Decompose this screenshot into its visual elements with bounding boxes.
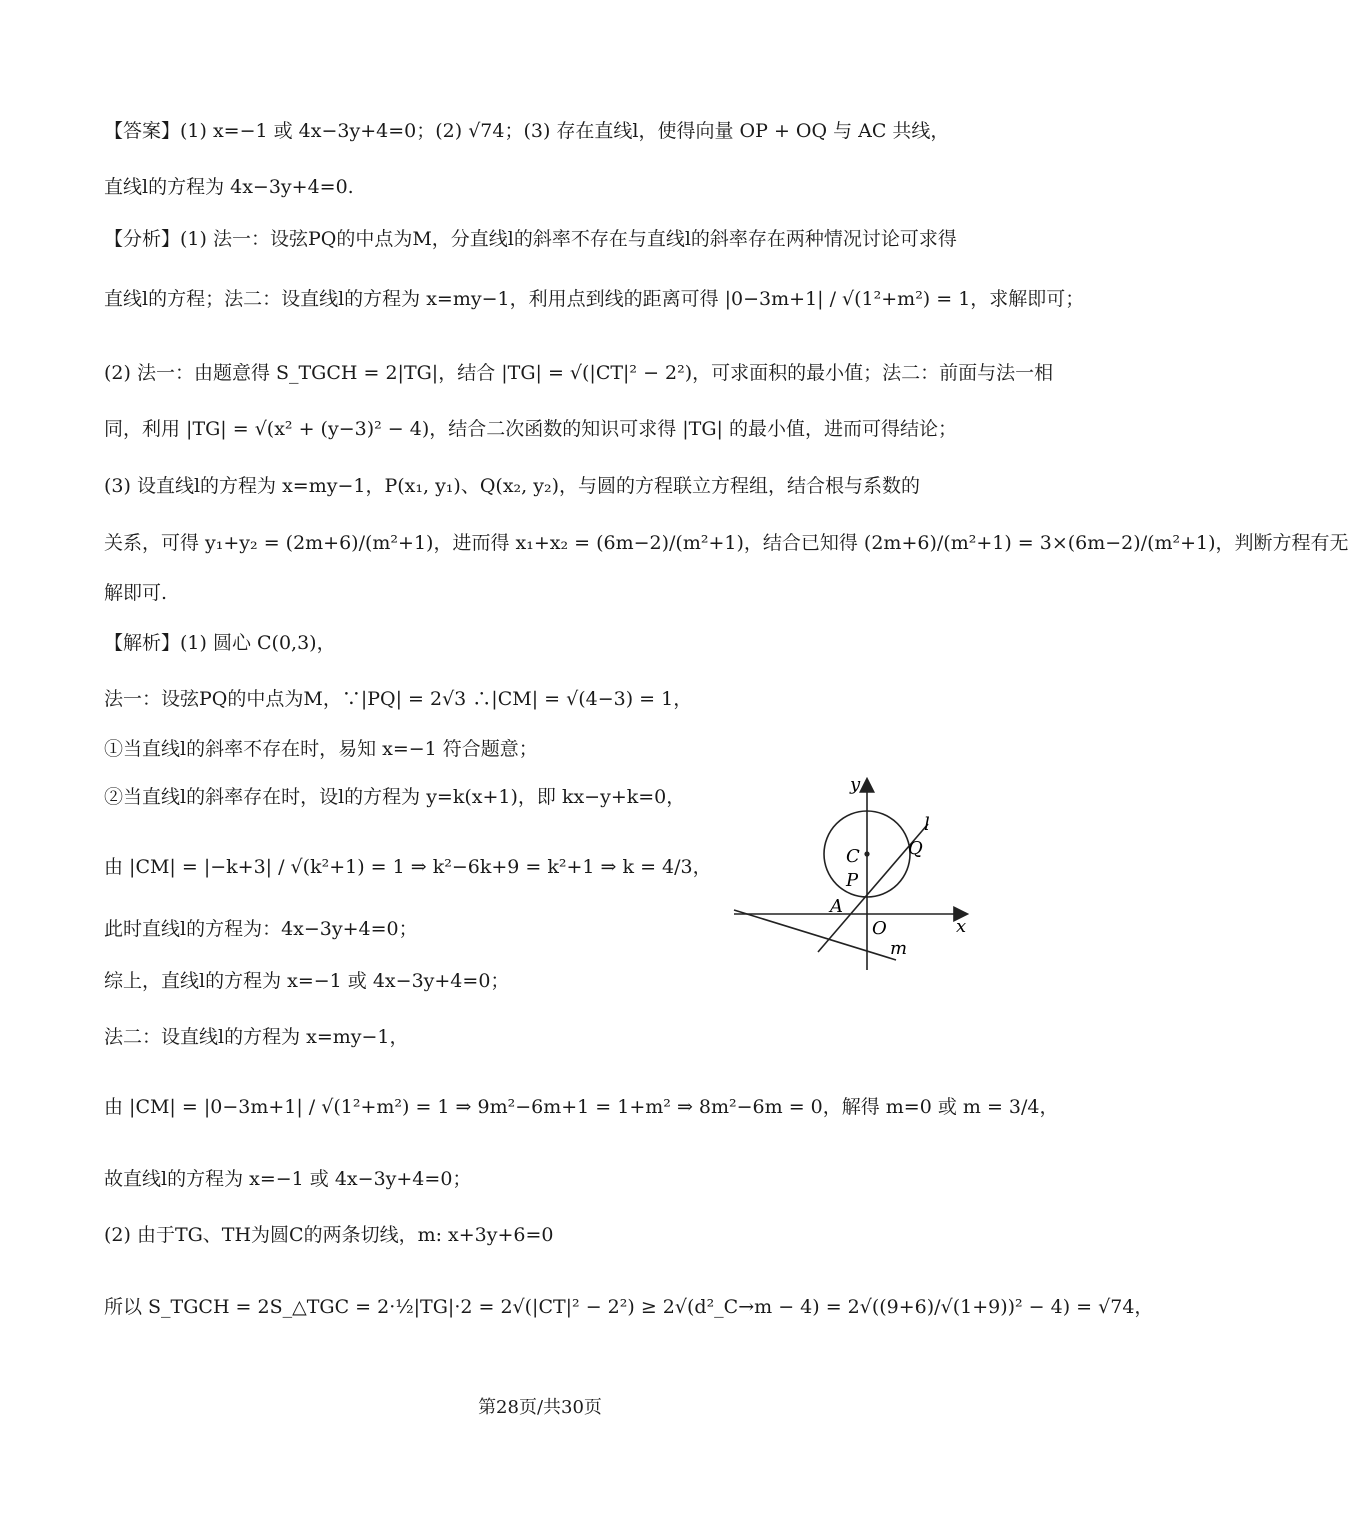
line-solution-8: 法二：设直线l的方程为 x=my−1，: [104, 1026, 409, 1048]
line-solution-12: 所以 S_TGCH = 2S_△TGC = 2·½|TG|·2 = 2√(|CT|² − 2²) ≥ 2√(d²_C→m − 4) = 2√((9+6)/√(1+9))² − 4) = √74，: [104, 1296, 1154, 1318]
line-solution-5: 由 |CM| = |−k+3| / √(k²+1) = 1 ⇒ k²−6k+9 = k²+1 ⇒ k = 4/3，: [104, 856, 712, 878]
line-answer-2: 直线l的方程为 4x−3y+4=0.: [104, 176, 354, 198]
line-solution-11: (2) 由于TG、TH为圆C的两条切线，m: x+3y+6=0: [104, 1224, 554, 1246]
line-solution-6: 此时直线l的方程为：4x−3y+4=0；: [104, 918, 418, 940]
line-analysis-4: 同，利用 |TG| = √(x² + (y−3)² − 4)，结合二次函数的知识可求得 |TG| 的最小值，进而可得结论；: [104, 418, 957, 440]
label-c: C: [846, 846, 860, 867]
label-y: y: [850, 774, 861, 795]
line-solution-1: 【解析】(1) 圆心 C(0,3)，: [104, 632, 336, 654]
label-a: A: [830, 896, 843, 917]
line-analysis-5: (3) 设直线l的方程为 x=my−1，P(x₁, y₁)、Q(x₂, y₂)，与圆的方程联立方程组，结合根与系数的: [104, 475, 920, 497]
line-analysis-7: 解即可.: [104, 582, 168, 604]
line-analysis-1: 【分析】(1) 法一：设弦PQ的中点为M，分直线l的斜率不存在与直线l的斜率存在两种情况讨论可求得: [104, 228, 957, 250]
label-o: O: [872, 918, 887, 939]
geometry-figure: [726, 772, 976, 982]
line-analysis-3: (2) 法一：由题意得 S_TGCH = 2|TG|，结合 |TG| = √(|CT|² − 2²)，可求面积的最小值；法二：前面与法一相: [104, 362, 1054, 384]
line-solution-3: ①当直线l的斜率不存在时，易知 x=−1 符合题意；: [104, 738, 538, 760]
line-answer-1: 【答案】(1) x=−1 或 4x−3y+4=0；(2) √74；(3) 存在直线l，使得向量 OP + OQ 与 AC 共线，: [104, 120, 950, 142]
page-footer: 第28页/共30页: [478, 1397, 602, 1418]
center-point: [864, 851, 869, 856]
label-p: P: [846, 870, 859, 891]
label-x: x: [956, 916, 967, 937]
line-solution-2: 法一：设弦PQ的中点为M，∵|PQ| = 2√3 ∴|CM| = √(4−3) = 1，: [104, 688, 693, 710]
line-solution-4: ②当直线l的斜率存在时，设l的方程为 y=k(x+1)，即 kx−y+k=0，: [104, 786, 686, 808]
line-solution-9: 由 |CM| = |0−3m+1| / √(1²+m²) = 1 ⇒ 9m²−6m+1 = 1+m² ⇒ 8m²−6m = 0，解得 m=0 或 m = 3/4，: [104, 1096, 1059, 1118]
line-solution-10: 故直线l的方程为 x=−1 或 4x−3y+4=0；: [104, 1168, 472, 1190]
label-q: Q: [908, 838, 923, 859]
line-analysis-6: 关系，可得 y₁+y₂ = (2m+6)/(m²+1)，进而得 x₁+x₂ = (6m−2)/(m²+1)，结合已知得 (2m+6)/(m²+1) = 3×(6m−2)/(m²+1)，判断方程有无: [104, 532, 1349, 554]
line-solution-7: 综上，直线l的方程为 x=−1 或 4x−3y+4=0；: [104, 970, 510, 992]
label-l: l: [924, 814, 930, 835]
line-analysis-2: 直线l的方程；法二：设直线l的方程为 x=my−1，利用点到线的距离可得 |0−3m+1| / √(1²+m²) = 1，求解即可；: [104, 288, 1085, 310]
label-m: m: [890, 938, 908, 959]
